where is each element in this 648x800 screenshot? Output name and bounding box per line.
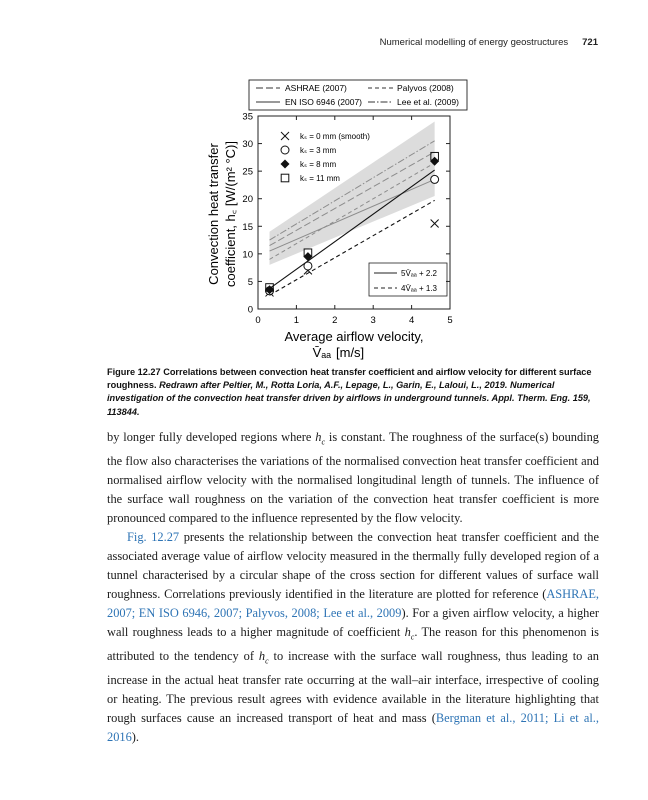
legend-ks0: kₛ = 0 mm (smooth) [300,132,370,141]
legend-fit-2: 4V̄ₐₐ + 1.3 [401,284,437,293]
p2-symbol-hc-2: h [258,648,266,663]
x-tick-label: 4 [408,315,415,326]
ylabel-line2: coefficient, h꜀ [W/(m² °C)] [223,141,238,287]
p2-text-d: to increase with the surface wall roughness, thus leading to an increase in the actual heat transfer rate occurring at the wall–air interface, irrespective of cooling or heating. The previous result agrees with evidence available in the literature highlighting that rough surfaces cause an increased transport of heat and mass ( [107,648,599,725]
fit-legend [369,263,447,296]
y-tick-label: 30 [242,139,253,151]
body-text [107,428,599,747]
figure-chart [0,0,648,364]
paragraph-2: Fig. 12.27 presents the relationship between the convection heat transfer coefficient and the associated average value of airflow velocity measured in the thermally fully developed region of a tunnel characterised by a circular shape of the cross section for different values of surface wall roughness. Correlations previously identified in the literature are plotted for reference (ASHRAE, 2007; EN ISO 6946, 2007; Palyvos, 2008; Lee et al., 2009). For a given airflow velocity, a higher wall roughness leads to a higher magnitude of coefficient $h_c$. The reason for this phenomenon is attributed to the tendency of $h_c$ to increase with the surface wall roughness, thus leading to an increase in the actual heat transfer rate occurring at the wall–air interface, irrespective of cooling or heating. The previous result agrees with evidence available in the literature highlighting that rough surfaces cause an increased transport of heat and mass (Bergman et al., 2011; Li et al., 2016). [107,529,600,744]
x-tick-label: 5 [447,315,453,326]
point-circle-2 [431,175,439,183]
y-tick-label: 10 [242,249,253,261]
point-x-2 [431,220,439,228]
x-tick-label: 1 [293,315,300,326]
p1-symbol-hc: h [315,430,322,444]
legend-fit-1: 5V̄ₐₐ + 2.2 [401,269,437,278]
p2-text-e: ). [131,729,140,744]
y-axis-label [206,141,238,287]
legend-palyvos: Palyvos (2008) [397,83,454,93]
running-title: Numerical modelling of energy geostructures [379,37,569,48]
legend-en-iso: EN ISO 6946 (2007) [285,97,363,107]
y-tick-label: 20 [242,194,253,206]
xlabel-line1: Average airflow velocity, [284,329,424,344]
legend-ks3: kₛ = 3 mm [300,146,337,155]
y-tick-label: 25 [242,166,253,178]
top-legend [249,80,467,110]
p2-text-a: presents the relationship between the convection heat transfer coefficient and the associated average value of airflow velocity measured in the thermally fully developed region of a tunnel characterised by a circular shape of the cross section for different values of surface wall roughness. Correlations previously identified in the literature are plotted for reference ( [107,529,599,602]
reference-link-bergman-li[interactable]: Bergman et al., 2011; Li et al., 2016 [107,710,600,744]
legend-ks8: kₛ = 8 mm [300,160,337,169]
y-tick-label: 5 [247,276,253,288]
legend-marker-x [281,132,289,140]
page-number: 721 [582,37,598,48]
p2-text-c: . The reason for this phenomenon is attributed to the tendency of [107,625,599,663]
x-tick-label: 0 [255,315,261,326]
y-tick-label: 15 [242,221,253,233]
p1-text-a: by longer fully developed regions where [107,430,316,444]
figure-caption [107,366,599,419]
point-circle-1 [304,262,312,270]
y-tick-label: 35 [242,111,253,123]
p2-symbol-hc-1: h [404,625,411,640]
ylabel-line1: Convection heat transfer [206,143,221,285]
x-tick-label: 2 [332,315,338,326]
legend-marker-square [281,174,289,182]
xlabel-symbol: V̄ₐₐ [312,345,331,360]
p1-text-b: is constant. The roughness of the surface(s) bounding the flow also characterises the variations of the normalised convection heat transfer coefficient and normalised airflow velocity with the normalised longitudinal length of tunnels. The influence of the surface wall roughness on the variation of the convection heat transfer coefficient is more pronounced compared to the influence represented by the flow velocity. [107,430,599,525]
legend-marker-circle [281,146,289,154]
xlabel-line2: [m/s] [336,345,365,360]
figure-link[interactable]: Fig. 12.27 [127,529,180,544]
reference-link-literature[interactable]: ASHRAE, 2007; EN ISO 6946, 2007; Palyvos, 2008; Lee et al., 2009 [107,587,599,621]
figure-caption-text: Correlations between convection heat transfer coefficient and airflow velocity for different surface roughness. [107,367,592,391]
p2-text-b: ). For a given airflow velocity, a higher wall roughness leads to a higher magnitude of coefficient [107,606,599,640]
figure-source: Redrawn after Peltier, M., Rotta Loria, A.F., Lepage, L., Garin, E., Laloui, L., 2019. Numerical investigation of the convection heat transfer driven by airflows in underground tunnels. Appl. Therm. Eng. 159, 113844. [107,380,591,417]
legend-ashrae: ASHRAE (2007) [285,83,347,93]
correlation-band [270,122,435,265]
legend-ks11: kₛ = 11 mm [300,174,340,183]
y-tick-label: 0 [247,304,253,316]
x-tick-label: 3 [370,315,376,326]
paragraph-1: by longer fully developed regions where $h_c$ is constant. The roughness of the surface(s) bounding the flow also characterises the variations of the normalised convection heat transfer coefficient and normalised airflow velocity with the normalised longitudinal length of tunnels. The influence of the surface wall roughness on the variation of the convection heat transfer coefficient is more pronounced compared to the influence represented by the flow velocity. [107,430,599,525]
figure-label: Figure 12.27 [107,367,161,377]
legend-marker-diamond [281,160,290,169]
legend-lee: Lee et al. (2009) [397,97,459,107]
